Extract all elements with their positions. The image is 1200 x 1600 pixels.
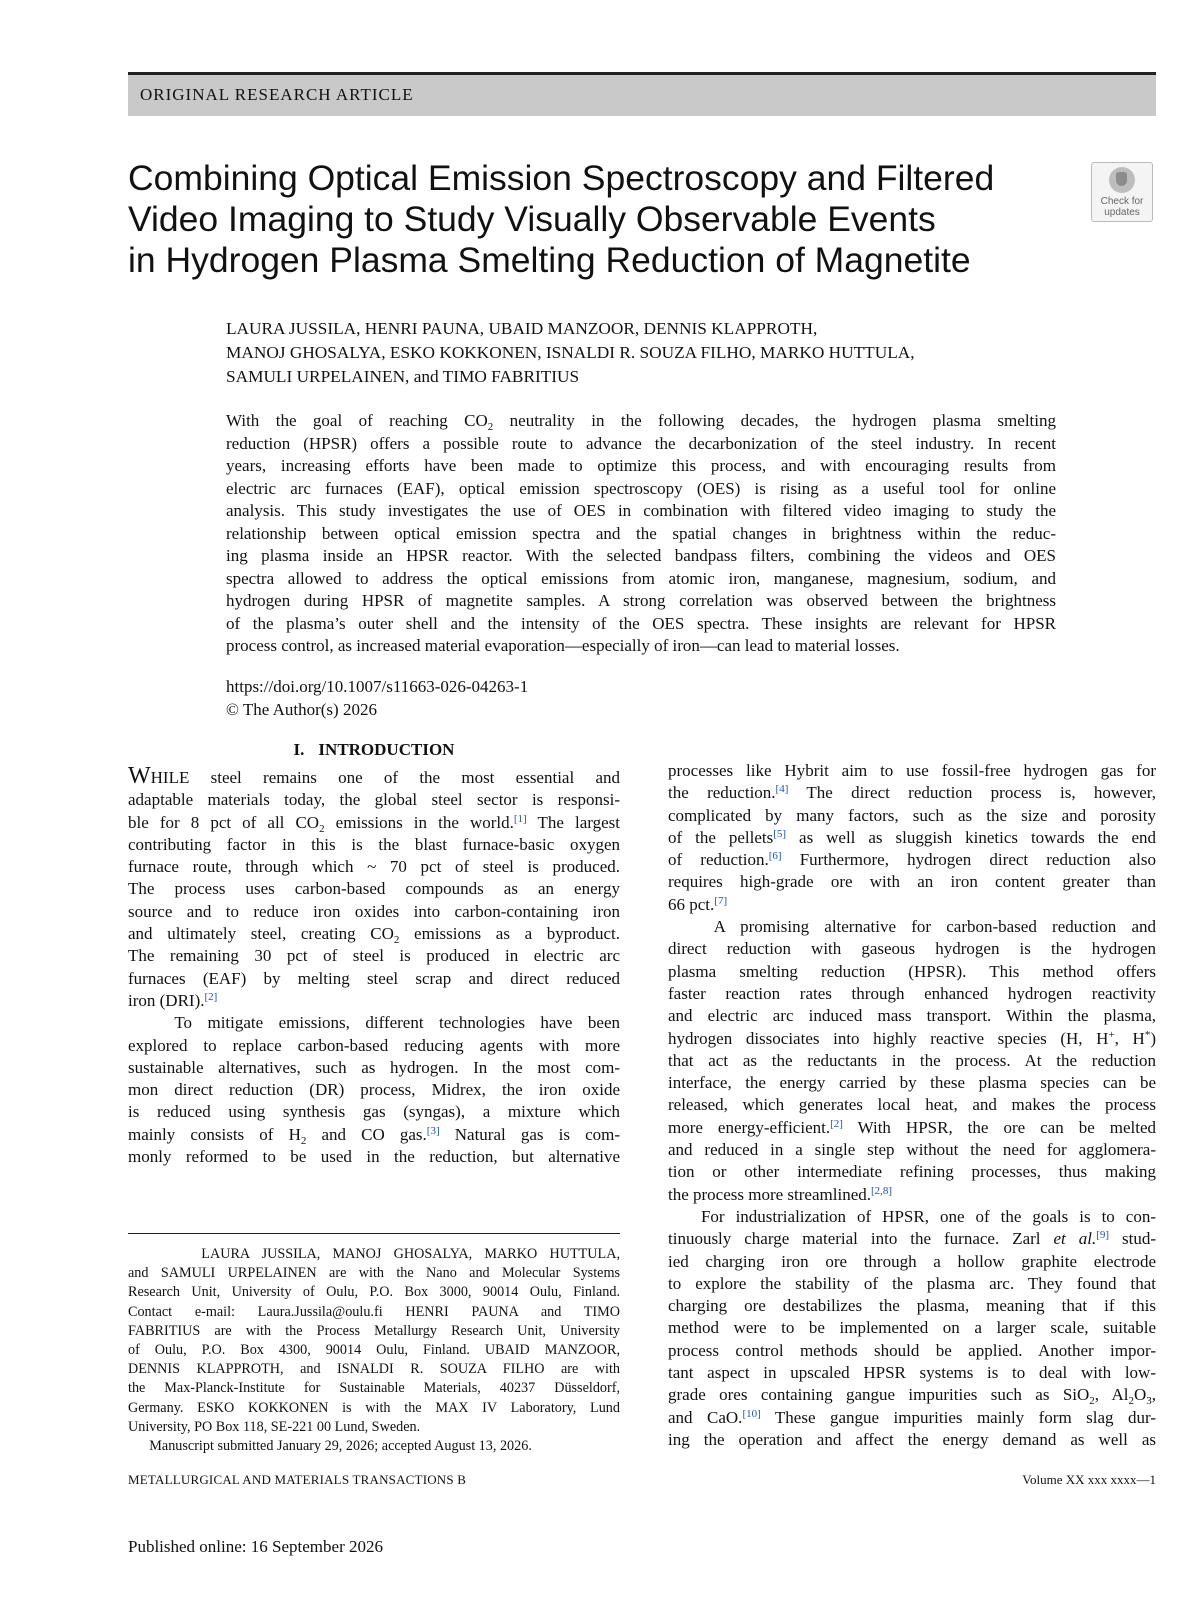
abstract-line: relationship between optical emission spectra and the spatial changes in brightness within the reduc-	[226, 523, 1056, 543]
citation-link[interactable]: [7]	[714, 894, 728, 907]
body-line: of reduction.[6] Furthermore, hydrogen direct reduction also	[668, 850, 1156, 870]
footnote-line: and SAMULI URPELAINEN are with the Nano and Molecular Systems	[128, 1265, 620, 1282]
body-line: and electric arc induced mass transport. Within the plasma,	[668, 1006, 1156, 1026]
body-line: ied charging iron ore through a hollow graphite electrode	[668, 1251, 1156, 1271]
body-line: hydrogen dissociates into highly reactive species (H, H+, H*)	[668, 1028, 1156, 1048]
abstract-line: electric arc furnaces (EAF), optical emission spectroscopy (OES) is rising as a useful tool for online	[226, 478, 1056, 498]
author-line: MANOJ GHOSALYA, ESKO KOKKONEN, ISNALDI R. SOUZA FILHO, MARKO HUTTULA,	[226, 343, 915, 362]
abstract-line: hydrogen during HPSR of magnetite samples. A strong correlation was observed between the brightness	[226, 591, 1056, 610]
author-line: SAMULI URPELAINEN, and TIMO FABRITIUS	[226, 367, 580, 386]
section-heading: I. INTRODUCTION	[293, 740, 455, 759]
body-line: the process more streamlined.[2,8]	[668, 1184, 893, 1204]
author-list	[226, 317, 1126, 389]
article-type-label: ORIGINAL RESEARCH ARTICLE	[140, 85, 414, 104]
article-title	[128, 158, 1048, 281]
body-line: mainly consists of $H_2$ and CO gas.[3] Natural gas is com-	[128, 1124, 621, 1147]
manuscript-dates: Manuscript submitted January 29, 2026; accepted August 13, 2026.	[149, 1438, 532, 1455]
citation-link[interactable]: [2,8]	[871, 1184, 893, 1197]
title-line: in Hydrogen Plasma Smelting Reduction of Magnetite	[128, 240, 971, 280]
body-line: monly reformed to be used in the reduction, but alternative	[128, 1147, 620, 1167]
body-column-left	[128, 735, 620, 1168]
citation-link[interactable]: [5]	[773, 827, 787, 840]
check-for-updates-label: Check for updates	[1100, 196, 1144, 218]
citation-link[interactable]: [10]	[742, 1407, 761, 1420]
abstract-line: spectra allowed to address the optical emissions from atomic iron, manganese, magnesium, sodium, and	[226, 568, 1056, 588]
article-type-bar	[128, 72, 1156, 116]
body-line: interface, the energy carried by these plasma species can be	[668, 1073, 1156, 1093]
body-line: processes like Hybrit aim to use fossil-free hydrogen gas for	[668, 761, 1156, 780]
body-line: To mitigate emissions, different technologies have been	[174, 1013, 620, 1033]
body-line: furnace route, through which ~ 70 pct of steel is produced.	[128, 857, 620, 877]
abstract-line: of the plasma’s outer shell and the intensity of the OES spectra. These insights are relevant for HPSR	[226, 613, 1056, 633]
doi-link[interactable]: https://doi.org/10.1007/s11663-026-04263-1	[226, 677, 529, 696]
body-line: For industrialization of HPSR, one of the goals is to con-	[700, 1206, 1157, 1226]
footnote-line: Research Unit, University of Oulu, P.O. Box 3000, 90014 Oulu, Finland.	[128, 1284, 620, 1301]
body-line: 66 pct.[7]	[668, 894, 728, 914]
author-affiliations-footnote	[128, 1245, 620, 1456]
drop-cap: W	[128, 763, 151, 789]
body-line: tinuously charge material into the furnace. Zarl et al.[9] stud-	[668, 1229, 1156, 1249]
citation-link[interactable]: [2]	[204, 990, 218, 1003]
title-line: Combining Optical Emission Spectroscopy and Filtered	[128, 158, 995, 198]
footnote-line: DENNIS KLAPPROTH, and ISNALDI R. SOUZA FILHO are with	[128, 1361, 620, 1378]
body-line: WHILE steel remains one of the most essential and	[128, 763, 620, 789]
body-line: faster reaction rates through enhanced hydrogen reactivity	[668, 983, 1156, 1003]
abstract-line: analysis. This study investigates the use of OES in combination with filtered video imaging to study the	[226, 501, 1056, 520]
body-line: of the pellets[5] as well as sluggish kinetics towards the end	[668, 827, 1157, 847]
body-line: the reduction.[4] The direct reduction process is, however,	[668, 783, 1156, 803]
body-line: that act as the reductants in the process. At the reduction	[668, 1050, 1156, 1070]
body-line: sustainable alternatives, such as hydrogen. In the most com-	[128, 1057, 620, 1077]
abstract-line: reduction (HPSR) offers a possible route to advance the decarbonization of the steel industry. In recent	[226, 433, 1056, 453]
body-line: charging ore destabilizes the plasma, meaning that if this	[668, 1296, 1156, 1316]
body-line: requires high-grade ore with an iron content greater than	[668, 872, 1156, 892]
body-line: plasma smelting reduction (HPSR). This method offers	[668, 961, 1156, 981]
body-line: to explore the stability of the plasma arc. They found that	[668, 1273, 1156, 1293]
citation-link[interactable]: [9]	[1096, 1229, 1110, 1242]
bookmark-icon	[1109, 167, 1135, 193]
body-line: more energy-efficient.[2] With HPSR, the ore can be melted	[668, 1117, 1157, 1137]
body-column-right	[668, 760, 1156, 1451]
copyright-notice: © The Author(s) 2026	[226, 699, 377, 719]
volume-page-number: Volume XX xxx xxxx—1	[1022, 1472, 1156, 1487]
body-line: process control methods should be applied. Another impor-	[668, 1340, 1156, 1360]
body-line: method were to be implemented on a larger scale, suitable	[668, 1318, 1156, 1338]
doi-block	[226, 676, 528, 721]
title-line: Video Imaging to Study Visually Observable Events	[128, 199, 936, 239]
abstract-line: years, increasing efforts have been made to optimize this process, and with encouraging results from	[226, 456, 1056, 475]
body-line: A promising alternative for carbon-based reduction and	[713, 917, 1156, 937]
citation-link[interactable]: [6]	[768, 850, 782, 863]
body-line: is reduced using synthesis gas (syngas), a mixture which	[128, 1102, 620, 1122]
author-line: LAURA JUSSILA, HENRI PAUNA, UBAID MANZOOR, DENNIS KLAPPROTH,	[226, 319, 818, 338]
body-line: source and to reduce iron oxides into carbon-containing iron	[128, 901, 620, 921]
abstract-line: With the goal of reaching $CO_2$ neutrality in the following decades, the hydrogen plasma smelting	[226, 411, 1056, 433]
body-line: and reduced in a single step without the need for agglomera-	[668, 1140, 1156, 1160]
published-date: Published online: 16 September 2026	[128, 1537, 383, 1556]
footnote-line: LAURA JUSSILA, MANOJ GHOSALYA, MARKO HUTTULA,	[201, 1246, 620, 1262]
footnote-line: the Max-Planck-Institute for Sustainable Materials, 40237 Düsseldorf,	[128, 1380, 620, 1397]
body-line: complicated by many factors, such as the size and porosity	[668, 805, 1156, 825]
body-line: The remaining 30 pct of steel is produced in electric arc	[128, 946, 620, 966]
abstract-line: ing plasma inside an HPSR reactor. With the selected bandpass filters, combining the videos and OES	[226, 546, 1056, 565]
body-line: grade ores containing gangue impurities such as SiO$_2$, $Al_2O_3$,	[668, 1385, 1157, 1408]
body-line: released, which generates local heat, and makes the process	[668, 1095, 1156, 1115]
footnote-line: University, PO Box 118, SE-221 00 Lund, Sweden.	[128, 1418, 421, 1435]
footnote-line: Germany. ESKO KOKKONEN is with the MAX IV Laboratory, Lund	[128, 1399, 620, 1416]
abstract	[226, 410, 1056, 658]
body-line: tion or other intermediate refining processes, thus making	[668, 1162, 1156, 1182]
abstract-line: process control, as increased material evaporation—especially of iron—can lead to material losses.	[226, 636, 900, 655]
body-line: and ultimately steel, creating $CO_2$ emissions as a byproduct.	[128, 924, 620, 947]
body-line: and CaO.[10] These gangue impurities mainly form slag dur-	[668, 1407, 1156, 1427]
check-for-updates-button[interactable]	[1091, 162, 1153, 222]
body-line: iron (DRI).[2]	[128, 990, 218, 1010]
footnote-line: Contact e-mail: Laura.Jussila@oulu.fi HENRI PAUNA and TIMO	[128, 1303, 620, 1320]
body-line: mon direct reduction (DR) process, Midrex, the iron oxide	[128, 1080, 620, 1100]
journal-name: METALLURGICAL AND MATERIALS TRANSACTIONS B	[128, 1472, 467, 1487]
body-line: ble for 8 pct of all $CO_2$ emissions in the world.[1] The largest	[128, 812, 620, 835]
body-line: contributing factor in this is the blast furnace-basic oxygen	[128, 834, 620, 854]
body-line: The process uses carbon-based compounds as an energy	[128, 879, 620, 899]
citation-link[interactable]: [1]	[513, 812, 527, 825]
body-line: explored to replace carbon-based reducing agents with more	[128, 1035, 620, 1055]
body-line: ing the operation and affect the energy demand as well as	[668, 1429, 1156, 1449]
footnote-divider	[128, 1233, 620, 1234]
body-line: adaptable materials today, the global steel sector is responsi-	[128, 790, 620, 810]
body-line: tant aspect in upscaled HPSR systems is to deal with low-	[668, 1363, 1156, 1383]
footnote-line: FABRITIUS are with the Process Metallurgy Research Unit, University	[128, 1322, 620, 1339]
body-line: furnaces (EAF) by melting steel scrap and direct reduced	[128, 968, 620, 988]
citation-link[interactable]: [3]	[426, 1124, 440, 1137]
citation-link[interactable]: [2]	[830, 1117, 843, 1130]
citation-link[interactable]: [4]	[775, 783, 789, 796]
body-line: direct reduction with gaseous hydrogen is the hydrogen	[668, 939, 1156, 959]
footnote-line: of Oulu, P.O. Box 4300, 90014 Oulu, Finland. UBAID MANZOOR,	[128, 1342, 620, 1359]
